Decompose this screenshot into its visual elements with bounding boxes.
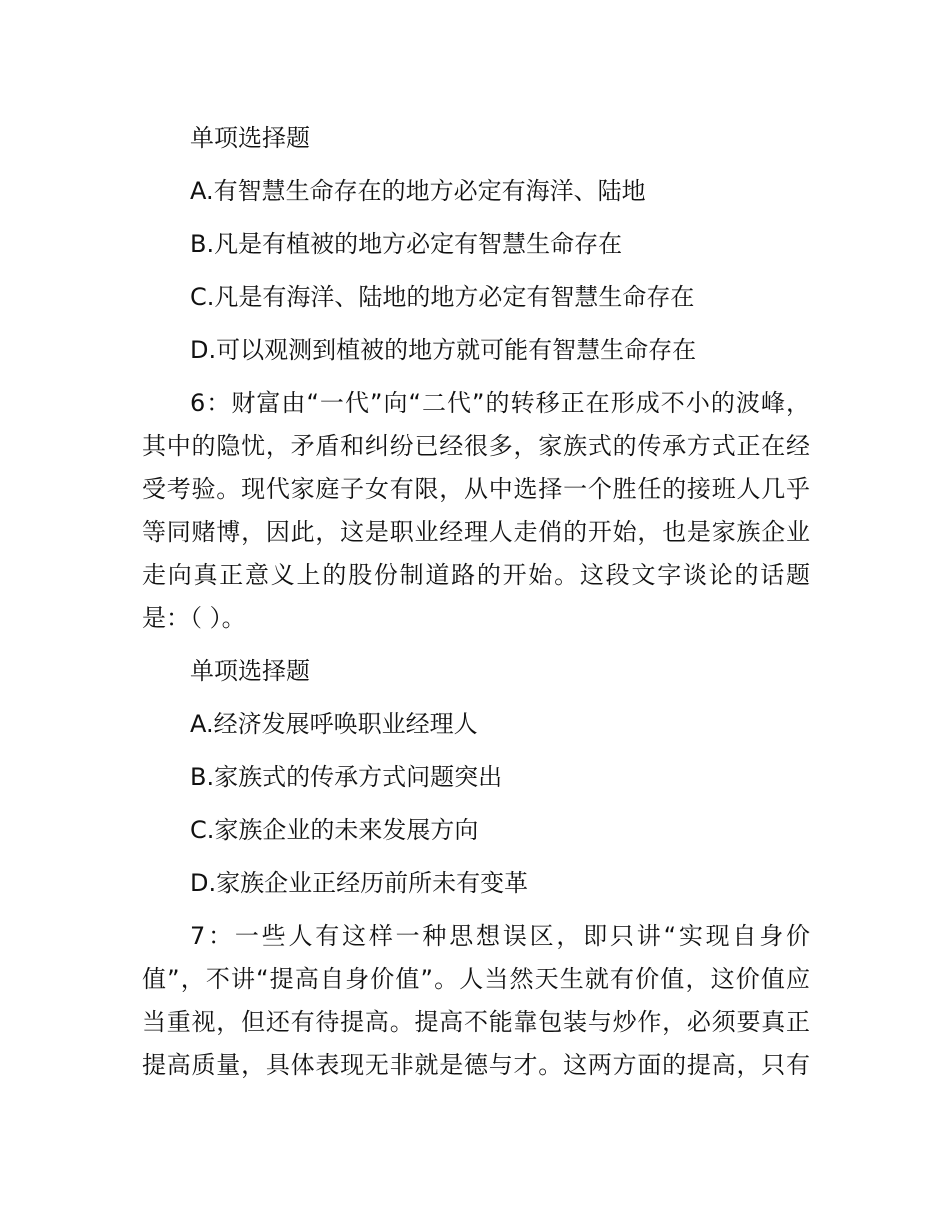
- question6-stem-line: 6：财富由“一代”向“二代”的转移正在形成不小的波峰，: [190, 389, 810, 417]
- question5-option-b: B.凡是有植被的地方必定有智慧生命存在: [190, 230, 623, 258]
- question6-option-c: C.家族企业的未来发展方向: [190, 816, 479, 844]
- question6-option-a: A.经济发展呼唤职业经理人: [190, 710, 478, 738]
- question7-stem-line: 值”，不讲“提高自身价值”。人当然天生就有价值，这价值应: [142, 965, 810, 993]
- question6-type-label: 单项选择题: [190, 657, 310, 685]
- question6-stem-line: 其中的隐忧，矛盾和纠纷已经很多，家族式的传承方式正在经: [142, 432, 810, 460]
- question6-stem-line: 受考验。现代家庭子女有限，从中选择一个胜任的接班人几乎: [142, 475, 810, 503]
- question7-stem-line: 7：一些人有这样一种思想误区，即只讲“实现自身价: [190, 922, 810, 950]
- question7-stem-line: 提高质量，具体表现无非就是德与才。这两方面的提高，只有: [142, 1051, 810, 1079]
- question6-option-d: D.家族企业正经历前所未有变革: [190, 869, 529, 897]
- question5-option-a: A.有智慧生命存在的地方必定有海洋、陆地: [190, 177, 646, 205]
- question6-option-b: B.家族式的传承方式问题突出: [190, 763, 503, 791]
- question6-stem-line: 等同赌博，因此，这是职业经理人走俏的开始，也是家族企业: [142, 518, 810, 546]
- question6-stem-line: 是：（ ）。: [142, 604, 246, 632]
- question5-option-c: C.凡是有海洋、陆地的地方必定有智慧生命存在: [190, 283, 695, 311]
- question5-option-d: D.可以观测到植被的地方就可能有智慧生命存在: [190, 336, 697, 364]
- question5-type-label: 单项选择题: [190, 124, 310, 152]
- question6-stem-line: 走向真正意义上的股份制道路的开始。这段文字谈论的话题: [142, 561, 810, 589]
- question7-stem-line: 当重视，但还有待提高。提高不能靠包装与炒作，必须要真正: [142, 1008, 810, 1036]
